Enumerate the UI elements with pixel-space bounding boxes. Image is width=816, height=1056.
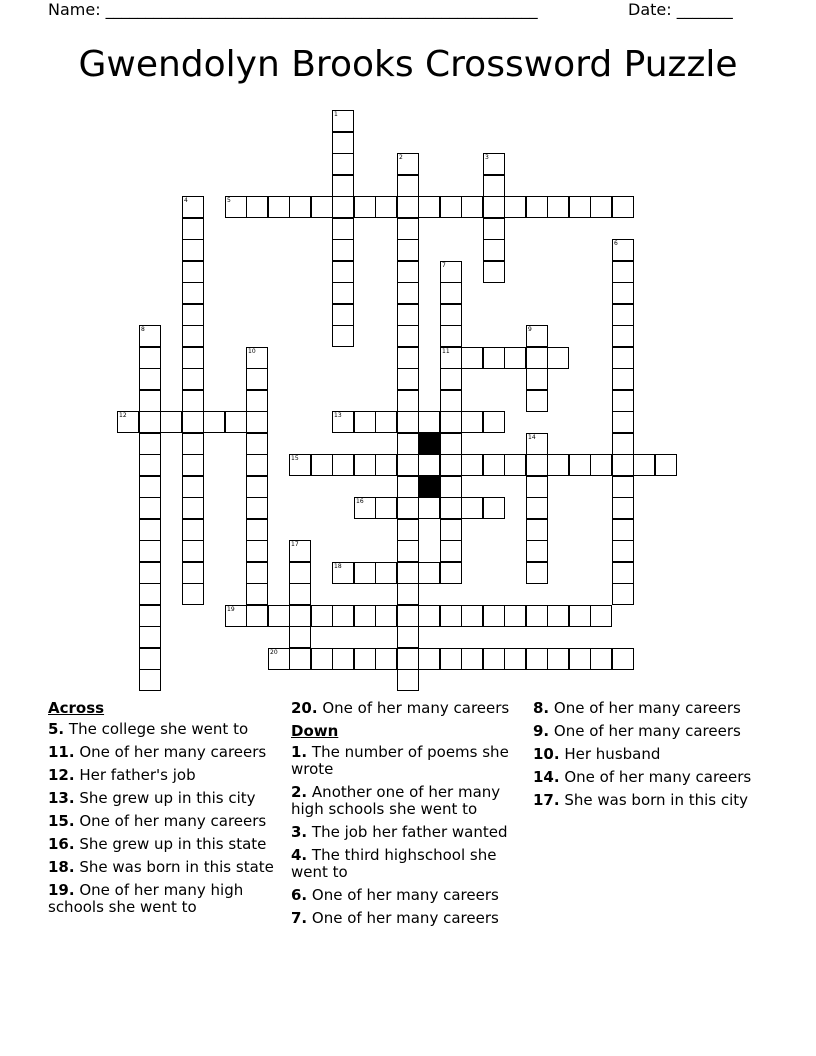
grid-cell[interactable] <box>289 562 311 584</box>
grid-cell[interactable] <box>418 454 440 476</box>
grid-cell[interactable] <box>182 454 204 476</box>
grid-cell[interactable] <box>203 411 225 433</box>
grid-cell[interactable] <box>182 218 204 240</box>
clue-number: 11 <box>442 348 450 355</box>
grid-cell[interactable] <box>440 476 462 498</box>
clue-number: 7 <box>442 262 446 269</box>
grid-cell[interactable] <box>182 390 204 412</box>
clue-number: 13 <box>334 412 342 419</box>
grid-cell[interactable] <box>612 583 634 605</box>
down-clue: 4. The third highschool she went to <box>291 846 497 881</box>
grid-cell[interactable] <box>397 239 419 261</box>
grid-cell[interactable] <box>440 347 462 369</box>
grid-cell[interactable] <box>655 454 677 476</box>
down-clue: 3. The job her father wanted <box>291 823 508 841</box>
grid-cell[interactable] <box>182 411 204 433</box>
grid-cell[interactable] <box>375 648 397 670</box>
grid-cell[interactable] <box>612 261 634 283</box>
grid-cell[interactable] <box>483 175 505 197</box>
grid-cell[interactable] <box>182 368 204 390</box>
grid-cell[interactable] <box>440 519 462 541</box>
grid-cell[interactable] <box>418 411 440 433</box>
across-clue: 11. One of her many careers <box>48 743 267 761</box>
date-field-label: Date: _______ <box>628 0 733 19</box>
grid-cell[interactable] <box>612 433 634 455</box>
grid-cell[interactable] <box>375 497 397 519</box>
grid-cell[interactable] <box>483 239 505 261</box>
grid-cell[interactable] <box>483 153 505 175</box>
grid-cell[interactable] <box>182 304 204 326</box>
grid-cell[interactable] <box>526 325 548 347</box>
grid-cell[interactable] <box>397 497 419 519</box>
grid-cell[interactable] <box>418 497 440 519</box>
grid-cell[interactable] <box>483 454 505 476</box>
grid-cell[interactable] <box>332 261 354 283</box>
grid-cell[interactable] <box>397 261 419 283</box>
grid-cell[interactable] <box>354 411 376 433</box>
grid-cell[interactable] <box>182 239 204 261</box>
grid-cell[interactable] <box>332 175 354 197</box>
grid-cell[interactable] <box>440 411 462 433</box>
clue-number: 16 <box>356 498 364 505</box>
grid-cell[interactable] <box>182 562 204 584</box>
grid-cell[interactable] <box>332 562 354 584</box>
grid-cell[interactable] <box>289 540 311 562</box>
grid-cell[interactable] <box>311 648 333 670</box>
page-title: Gwendolyn Brooks Crossword Puzzle <box>78 44 738 85</box>
grid-cell[interactable] <box>397 175 419 197</box>
clue-number: 20 <box>270 649 278 656</box>
clue-number: 4 <box>184 197 188 204</box>
grid-cell[interactable] <box>268 648 290 670</box>
grid-cell[interactable] <box>246 433 268 455</box>
grid-cell[interactable] <box>590 196 612 218</box>
grid-cell[interactable] <box>246 476 268 498</box>
grid-cell[interactable] <box>397 669 419 691</box>
grid-cell[interactable] <box>461 347 483 369</box>
clue-number: 6 <box>614 240 618 247</box>
grid-cell[interactable] <box>440 433 462 455</box>
grid-cell[interactable] <box>418 196 440 218</box>
grid-cell[interactable] <box>397 153 419 175</box>
grid-cell[interactable] <box>375 196 397 218</box>
grid-cell[interactable] <box>139 583 161 605</box>
grid-cell[interactable] <box>397 347 419 369</box>
clue-number: 3 <box>485 154 489 161</box>
grid-cell[interactable] <box>547 605 569 627</box>
across-clue: 5. The college she went to <box>48 720 249 738</box>
grid-cell[interactable] <box>461 497 483 519</box>
grid-cell[interactable] <box>569 605 591 627</box>
grid-cell[interactable] <box>526 540 548 562</box>
grid-cell[interactable] <box>139 669 161 691</box>
grid-cell[interactable] <box>182 282 204 304</box>
grid-cell[interactable] <box>569 196 591 218</box>
grid-cell[interactable] <box>612 540 634 562</box>
grid-cell[interactable] <box>289 626 311 648</box>
grid-cell[interactable] <box>397 519 419 541</box>
grid-cell[interactable] <box>289 605 311 627</box>
grid-cell[interactable] <box>504 196 526 218</box>
grid-cell[interactable] <box>332 196 354 218</box>
grid-cell[interactable] <box>440 304 462 326</box>
grid-cell[interactable] <box>139 390 161 412</box>
grid-cell[interactable] <box>311 196 333 218</box>
black-cell <box>418 476 440 498</box>
clue-number: 2 <box>399 154 403 161</box>
grid-cell[interactable] <box>246 562 268 584</box>
down-clue: 2. Another one of her many high schools she went to <box>291 783 501 818</box>
grid-cell[interactable] <box>461 196 483 218</box>
grid-cell[interactable] <box>461 605 483 627</box>
grid-cell[interactable] <box>289 648 311 670</box>
grid-cell[interactable] <box>354 562 376 584</box>
grid-cell[interactable] <box>332 110 354 132</box>
grid-cell[interactable] <box>483 218 505 240</box>
grid-cell[interactable] <box>139 368 161 390</box>
grid-cell[interactable] <box>612 282 634 304</box>
down-heading: Down <box>291 722 339 740</box>
grid-cell[interactable] <box>246 196 268 218</box>
grid-cell[interactable] <box>332 605 354 627</box>
grid-cell[interactable] <box>182 347 204 369</box>
across-heading: Across <box>48 699 105 717</box>
grid-cell[interactable] <box>375 562 397 584</box>
black-cell <box>418 433 440 455</box>
grid-cell[interactable] <box>526 497 548 519</box>
clue-number: 9 <box>528 326 532 333</box>
grid-cell[interactable] <box>375 454 397 476</box>
across-clue: 18. She was born in this state <box>48 858 274 876</box>
grid-cell[interactable] <box>612 196 634 218</box>
grid-cell[interactable] <box>139 626 161 648</box>
grid-cell[interactable] <box>182 519 204 541</box>
grid-cell[interactable] <box>440 325 462 347</box>
down-clue: 10. Her husband <box>533 745 661 763</box>
grid-cell[interactable] <box>139 454 161 476</box>
grid-cell[interactable] <box>139 476 161 498</box>
clue-number: 19 <box>227 606 235 613</box>
down-clue: 7. One of her many careers <box>291 909 499 927</box>
grid-cell[interactable] <box>246 454 268 476</box>
grid-cell[interactable] <box>547 648 569 670</box>
grid-cell[interactable] <box>440 562 462 584</box>
grid-cell[interactable] <box>418 562 440 584</box>
grid-cell[interactable] <box>547 347 569 369</box>
grid-cell[interactable] <box>139 540 161 562</box>
grid-cell[interactable] <box>397 368 419 390</box>
grid-cell[interactable] <box>440 648 462 670</box>
grid-cell[interactable] <box>483 196 505 218</box>
grid-cell[interactable] <box>483 497 505 519</box>
grid-cell[interactable] <box>397 540 419 562</box>
grid-cell[interactable] <box>590 454 612 476</box>
grid-cell[interactable] <box>139 562 161 584</box>
grid-cell[interactable] <box>397 562 419 584</box>
grid-cell[interactable] <box>397 411 419 433</box>
grid-cell[interactable] <box>354 648 376 670</box>
grid-cell[interactable] <box>182 540 204 562</box>
grid-cell[interactable] <box>440 454 462 476</box>
across-clue: 15. One of her many careers <box>48 812 267 830</box>
grid-cell[interactable] <box>246 347 268 369</box>
across-clue: 12. Her father's job <box>48 766 196 784</box>
grid-cell[interactable] <box>612 519 634 541</box>
grid-cell[interactable] <box>526 368 548 390</box>
grid-cell[interactable] <box>418 648 440 670</box>
grid-cell[interactable] <box>289 454 311 476</box>
grid-cell[interactable] <box>526 390 548 412</box>
grid-cell[interactable] <box>612 476 634 498</box>
grid-cell[interactable] <box>354 605 376 627</box>
grid-cell[interactable] <box>354 454 376 476</box>
grid-cell[interactable] <box>504 605 526 627</box>
grid-cell[interactable] <box>332 648 354 670</box>
clues-column-3 <box>533 700 773 815</box>
grid-cell[interactable] <box>139 648 161 670</box>
grid-cell[interactable] <box>182 433 204 455</box>
grid-cell[interactable] <box>225 196 247 218</box>
grid-cell[interactable] <box>246 390 268 412</box>
clue-number: 1 <box>334 111 338 118</box>
grid-cell[interactable] <box>246 519 268 541</box>
across-clue: 20. One of her many careers <box>291 699 510 717</box>
grid-cell[interactable] <box>440 196 462 218</box>
grid-cell[interactable] <box>332 454 354 476</box>
grid-cell[interactable] <box>612 497 634 519</box>
grid-cell[interactable] <box>182 325 204 347</box>
grid-cell[interactable] <box>633 454 655 476</box>
grid-cell[interactable] <box>397 476 419 498</box>
grid-cell[interactable] <box>268 196 290 218</box>
grid-cell[interactable] <box>526 347 548 369</box>
down-clue: 14. One of her many careers <box>533 768 752 786</box>
grid-cell[interactable] <box>504 648 526 670</box>
clue-number: 17 <box>291 541 299 548</box>
grid-cell[interactable] <box>332 325 354 347</box>
grid-cell[interactable] <box>139 347 161 369</box>
across-clue: 13. She grew up in this city <box>48 789 256 807</box>
grid-cell[interactable] <box>461 411 483 433</box>
grid-cell[interactable] <box>332 304 354 326</box>
clues-column-2 <box>291 700 523 933</box>
across-clue: 19. One of her many high schools she went to <box>48 881 244 916</box>
down-clue: 8. One of her many careers <box>533 699 741 717</box>
grid-cell[interactable] <box>397 583 419 605</box>
grid-cell[interactable] <box>246 583 268 605</box>
grid-cell[interactable] <box>375 605 397 627</box>
clue-number: 14 <box>528 434 536 441</box>
grid-cell[interactable] <box>182 261 204 283</box>
down-clue: 9. One of her many careers <box>533 722 741 740</box>
grid-cell[interactable] <box>612 454 634 476</box>
grid-cell[interactable] <box>440 282 462 304</box>
grid-cell[interactable] <box>526 476 548 498</box>
grid-cell[interactable] <box>332 132 354 154</box>
grid-cell[interactable] <box>397 648 419 670</box>
grid-cell[interactable] <box>397 304 419 326</box>
grid-cell[interactable] <box>418 605 440 627</box>
grid-cell[interactable] <box>246 497 268 519</box>
down-clue: 6. One of her many careers <box>291 886 499 904</box>
grid-cell[interactable] <box>612 368 634 390</box>
grid-cell[interactable] <box>612 411 634 433</box>
grid-cell[interactable] <box>332 411 354 433</box>
grid-cell[interactable] <box>526 648 548 670</box>
grid-cell[interactable] <box>246 605 268 627</box>
grid-cell[interactable] <box>612 239 634 261</box>
clue-number: 8 <box>141 326 145 333</box>
down-clue: 1. The number of poems she wrote <box>291 743 509 778</box>
grid-cell[interactable] <box>547 196 569 218</box>
grid-cell[interactable] <box>397 390 419 412</box>
grid-cell[interactable] <box>461 648 483 670</box>
grid-cell[interactable] <box>590 648 612 670</box>
grid-cell[interactable] <box>117 411 139 433</box>
grid-cell[interactable] <box>182 476 204 498</box>
grid-cell[interactable] <box>139 325 161 347</box>
grid-cell[interactable] <box>483 605 505 627</box>
down-clue: 17. She was born in this city <box>533 791 749 809</box>
grid-cell[interactable] <box>440 390 462 412</box>
grid-cell[interactable] <box>182 583 204 605</box>
clue-number: 5 <box>227 197 231 204</box>
grid-cell[interactable] <box>139 519 161 541</box>
grid-cell[interactable] <box>526 454 548 476</box>
grid-cell[interactable] <box>547 454 569 476</box>
grid-cell[interactable] <box>225 411 247 433</box>
grid-cell[interactable] <box>440 497 462 519</box>
grid-cell[interactable] <box>397 196 419 218</box>
grid-cell[interactable] <box>397 454 419 476</box>
grid-cell[interactable] <box>440 540 462 562</box>
grid-cell[interactable] <box>483 411 505 433</box>
grid-cell[interactable] <box>246 540 268 562</box>
grid-cell[interactable] <box>397 282 419 304</box>
grid-cell[interactable] <box>332 218 354 240</box>
grid-cell[interactable] <box>160 411 182 433</box>
grid-cell[interactable] <box>504 454 526 476</box>
grid-cell[interactable] <box>461 454 483 476</box>
clue-number: 10 <box>248 348 256 355</box>
grid-cell[interactable] <box>590 605 612 627</box>
clue-number: 12 <box>119 412 127 419</box>
grid-cell[interactable] <box>612 304 634 326</box>
grid-cell[interactable] <box>139 605 161 627</box>
grid-cell[interactable] <box>182 497 204 519</box>
grid-cell[interactable] <box>612 648 634 670</box>
grid-cell[interactable] <box>612 562 634 584</box>
grid-cell[interactable] <box>483 261 505 283</box>
grid-cell[interactable] <box>440 368 462 390</box>
grid-cell[interactable] <box>139 411 161 433</box>
clue-number: 15 <box>291 455 299 462</box>
grid-cell[interactable] <box>311 605 333 627</box>
clues-column-1 <box>48 700 280 922</box>
grid-cell[interactable] <box>483 648 505 670</box>
grid-cell[interactable] <box>289 583 311 605</box>
name-field-label: Name: ______________________________________________________ <box>48 0 538 19</box>
grid-cell[interactable] <box>139 433 161 455</box>
grid-cell[interactable] <box>526 433 548 455</box>
grid-cell[interactable] <box>332 239 354 261</box>
grid-cell[interactable] <box>612 325 634 347</box>
grid-cell[interactable] <box>440 261 462 283</box>
grid-cell[interactable] <box>246 411 268 433</box>
grid-cell[interactable] <box>289 196 311 218</box>
grid-cell[interactable] <box>397 218 419 240</box>
grid-cell[interactable] <box>354 196 376 218</box>
grid-cell[interactable] <box>397 605 419 627</box>
grid-cell[interactable] <box>332 282 354 304</box>
grid-cell[interactable] <box>569 454 591 476</box>
grid-cell[interactable] <box>375 411 397 433</box>
grid-cell[interactable] <box>139 497 161 519</box>
grid-cell[interactable] <box>526 196 548 218</box>
grid-cell[interactable] <box>354 497 376 519</box>
grid-cell[interactable] <box>332 153 354 175</box>
grid-cell[interactable] <box>504 347 526 369</box>
grid-cell[interactable] <box>182 196 204 218</box>
grid-cell[interactable] <box>225 605 247 627</box>
grid-cell[interactable] <box>397 433 419 455</box>
grid-cell[interactable] <box>612 347 634 369</box>
across-clue: 16. She grew up in this state <box>48 835 267 853</box>
grid-cell[interactable] <box>246 368 268 390</box>
grid-cell[interactable] <box>526 605 548 627</box>
grid-cell[interactable] <box>569 648 591 670</box>
grid-cell[interactable] <box>526 519 548 541</box>
grid-cell[interactable] <box>397 626 419 648</box>
grid-cell[interactable] <box>311 454 333 476</box>
grid-cell[interactable] <box>612 390 634 412</box>
grid-cell[interactable] <box>483 347 505 369</box>
grid-cell[interactable] <box>440 605 462 627</box>
grid-cell[interactable] <box>397 325 419 347</box>
clue-number: 18 <box>334 563 342 570</box>
grid-cell[interactable] <box>268 605 290 627</box>
grid-cell[interactable] <box>526 562 548 584</box>
